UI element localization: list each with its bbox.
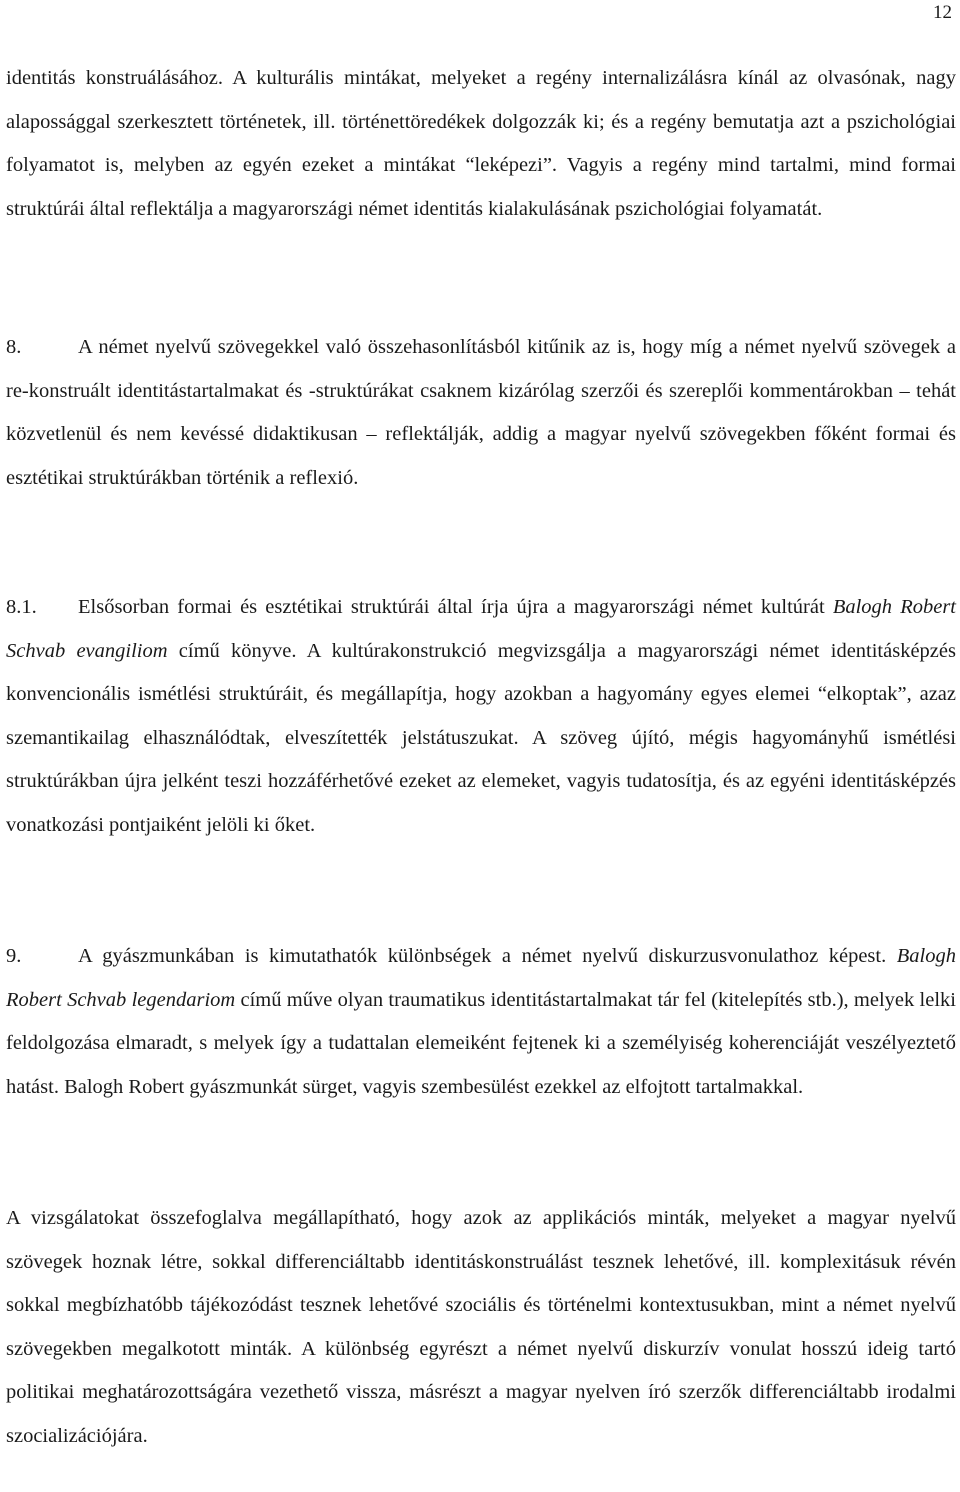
section-8-1-paragraph — [6, 586, 956, 847]
conclusion-text: A vizsgálatokat összefoglalva megállapítható, hogy azok az applikációs minták, melyeket a magyar nyelvű szövegek hoznak létre, sokkal differenciáltabb identitáskonstruálást tesznek lehetővé, ill. komplexitásuk révén sokkal megbízhatóbb tájékozódást tesznek lehetővé szociális és történelmi kontextusukban, mint a német nyelvű szövegekben megalkotott minták. A különbség egyrészt a német nyelvű diskurzív vonulat hosszú ideig tartó politikai meghatározottságára vezethető vissza, másrészt a magyar nyelven író szerzők differenciáltabb irodalmi szocializációjára. — [6, 1207, 956, 1447]
section-number: 8. — [6, 336, 22, 358]
book-title: Balogh Robert Schvab legendariom — [6, 945, 956, 1011]
section-number: 8.1. — [6, 596, 37, 618]
section-9-paragraph — [6, 935, 956, 1109]
conclusion-paragraph — [6, 1197, 956, 1458]
section-text-before: A gyászmunkában is kimutathatók különbségek a német nyelvű diskurzusvonulathoz képest. — [78, 945, 897, 967]
page-number: 12 — [933, 2, 952, 23]
section-text-before: Elsősorban formai és esztétikai struktúrái által írja újra a magyarországi német kultúrát — [78, 596, 833, 618]
section-8-paragraph — [6, 326, 956, 500]
intro-paragraph — [6, 57, 956, 231]
section-text: A német nyelvű szövegekkel való összehasonlításból kitűnik az is, hogy míg a német nyelvű szövegek a re-konstruált identitástartalmakat és -struktúrákat csaknem kizárólag szerzői és szereplői kommentárokban – tehát közvetlenül és nem kevéssé didaktikusan – reflektálják, addig a magyar nyelvű szövegekben főként formai és esztétikai struktúrákban történik a reflexió. — [6, 336, 956, 489]
book-title: Balogh Robert Schvab evangiliom — [6, 596, 957, 662]
section-text-after: című könyve. A kultúrakonstrukció megvizsgálja a magyarországi német identitásképzés konvencionális ismétlési struktúráit, és megállapítja, hogy azokban a hagyomány egyes elemei “elkoptak”, azaz szemantikailag elhasználódtak, elveszítették jelstátuszukat. A szöveg újító, mégis hagyományhű ismétlési struktúrákban újra jelként teszi hozzáférhetővé ezeket az elemeket, vagyis tudatosítja, és az egyéni identitásképzés vonatkozási pontjaiként jelöli ki őket. — [6, 639, 956, 836]
intro-text: identitás konstruálásához. A kulturális mintákat, melyeket a regény internalizálásra kínál az olvasónak, nagy alapossággal szerkesztett történetek, ill. történettöredékek dolgozzák ki; és a regény bemutatja azt a pszichológiai folyamatot is, melyben az egyén ezeket a mintákat “leképezi”. Vagyis a regény mind tartalmi, mind formai struktúrái által reflektálja a magyarországi német identitás kialakulásának pszichológiai folyamatát. — [6, 67, 956, 220]
section-number: 9. — [6, 945, 22, 967]
section-text-after: című műve olyan traumatikus identitástartalmakat tár fel (kitelepítés stb.), melyek lelki feldolgozása elmaradt, s melyek így a tudattalan elemeiként fejtenek ki a személyiség koherenciáját veszélyeztető hatást. Balogh Robert gyászmunkát sürget, vagyis szembesülést ezekkel az elfojtott tartalmakkal. — [6, 988, 956, 1098]
